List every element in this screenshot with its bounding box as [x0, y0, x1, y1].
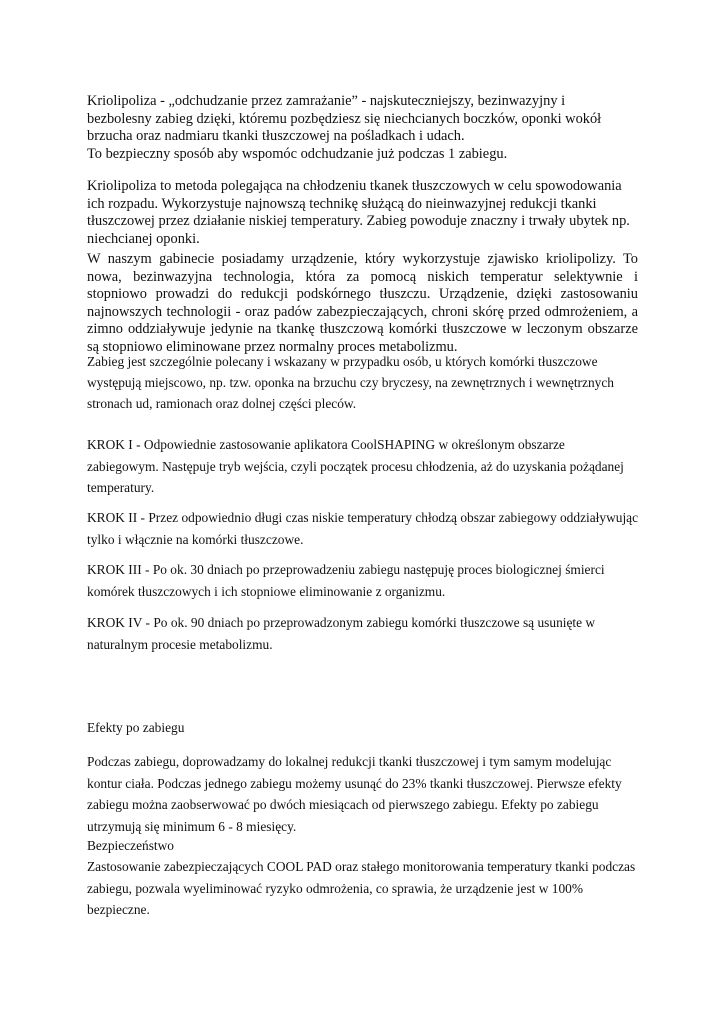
method-paragraph: [87, 178, 642, 248]
text-line: ich rozpadu. Wykorzystuje najnowszą technikę służącą do nieinwazyjnej redukcji tkanki: [87, 195, 597, 212]
safety-heading: Bezpieczeństwo: [87, 838, 174, 853]
text-line: Zastosowanie zabezpieczających COOL PAD oraz stałego monitorowania temperatury tkanki podczas: [87, 859, 636, 874]
step-3-paragraph: [87, 559, 647, 602]
text-line: bezpieczne.: [87, 902, 150, 918]
text-line: występują miejscowo, np. tzw. oponka na brzuchu czy bryczesy, na zewnętrznych i wewnętrznych: [87, 375, 614, 390]
recommended-paragraph: [87, 351, 647, 414]
step-4-paragraph: [87, 612, 647, 655]
step-1-paragraph: [87, 434, 647, 499]
text-line: niechcianej oponki.: [87, 230, 200, 247]
text-line: Zabieg jest szczególnie polecany i wskazany w przypadku osób, u których komórki tłuszczowe: [87, 354, 598, 369]
text-line: utrzymują się minimum 6 - 8 miesięcy.: [87, 818, 297, 834]
text-line: KROK III - Po ok. 30 dniach po przeprowadzeniu zabiegu następuję proces biologicznej śmierci: [87, 562, 605, 577]
text-line: KROK IV - Po ok. 90 dniach po przeprowadzonym zabiegu komórki tłuszczowe są usunięte w: [87, 615, 596, 630]
text-line: Kriolipoliza - „odchudzanie przez zamrażanie” - najskuteczniejszy, bezinwazyjny i: [87, 93, 566, 109]
step-2-paragraph: [87, 507, 647, 550]
device-paragraph: [87, 251, 638, 357]
text-line: To bezpieczny sposób aby wspomóc odchudzanie już podczas 1 zabiegu.: [87, 145, 508, 162]
text-line: temperatury.: [87, 480, 155, 496]
text-line: bezbolesny zabieg dzięki, któremu pozbędziesz się niechcianych boczków, oponki wokół: [87, 110, 602, 127]
text-line: zabiegowym. Następuje tryb wejścia, czyli początek procesu chłodzenia, aż do uzyskania pożądanej: [87, 458, 624, 474]
text-line: W naszym gabinecie posiadamy urządzenie, który wykorzystuje zjawisko kriolipolizy. To: [87, 251, 638, 267]
text-line: zimno oddziaływuje jedynie na tkankę tłuszczową komórki tłuszczowe w leczonym obszarze: [87, 321, 638, 338]
text-line: kontur ciała. Podczas jednego zabiegu możemy usunąć do 23% tkanki tłuszczowej. Pierwsze efekty: [87, 775, 622, 791]
text-line: zabiegu można zaobserwować po dwóch miesiącach od pierwszego zabiegu. Efekty po zabiegu: [87, 797, 599, 813]
text-line: naturalnym procesie metabolizmu.: [87, 636, 273, 652]
text-line: tłuszczowej przez działanie niskiej temperatury. Zabieg powoduje znaczny i trwały ubytek np.: [87, 213, 630, 230]
text-line: KROK I - Odpowiednie zastosowanie aplikatora CoolSHAPING w określonym obszarze: [87, 437, 565, 452]
text-line: stronach ud, ramionach oraz dolnej części pleców.: [87, 396, 357, 411]
text-line: komórek tłuszczowych i ich stopniowe eliminowanie z organizmu.: [87, 583, 446, 599]
text-line: są stopniowo eliminowane przez normalny proces metabolizmu.: [87, 338, 458, 355]
text-line: nowa, bezinwazyjna technologia, która za pomocą niskich temperatur selektywnie i: [87, 268, 638, 285]
text-line: Kriolipoliza to metoda polegająca na chłodzeniu tkanek tłuszczowych w celu spowodowania: [87, 178, 622, 194]
text-line: zabiegu, pozwala wyeliminować ryzyko odmrożenia, co sprawia, że urządzenie jest w 100%: [87, 880, 583, 896]
effects-heading: Efekty po zabiegu: [87, 720, 185, 735]
text-line: Podczas zabiegu, doprowadzamy do lokalnej redukcji tkanki tłuszczowej i tym samym modelując: [87, 754, 612, 769]
intro-paragraph: [87, 93, 637, 163]
text-line: stopniowo prowadzi do redukcji podskórnego tłuszczu. Urządzenie, dzięki zastosowaniu: [87, 286, 638, 303]
effects-paragraph: [87, 751, 647, 837]
safety-paragraph: [87, 856, 647, 921]
text-line: najnowszych technologii - oraz padów zabezpieczających, chroni skórę przed odmrożeniem, a: [87, 303, 638, 320]
text-line: brzucha oraz nadmiaru tkanki tłuszczowej na pośladkach i udach.: [87, 128, 465, 145]
text-line: tylko i włącznie na komórki tłuszczowe.: [87, 531, 304, 547]
text-line: KROK II - Przez odpowiednio długi czas niskie temperatury chłodzą obszar zabiegowy oddziaływując: [87, 510, 639, 525]
